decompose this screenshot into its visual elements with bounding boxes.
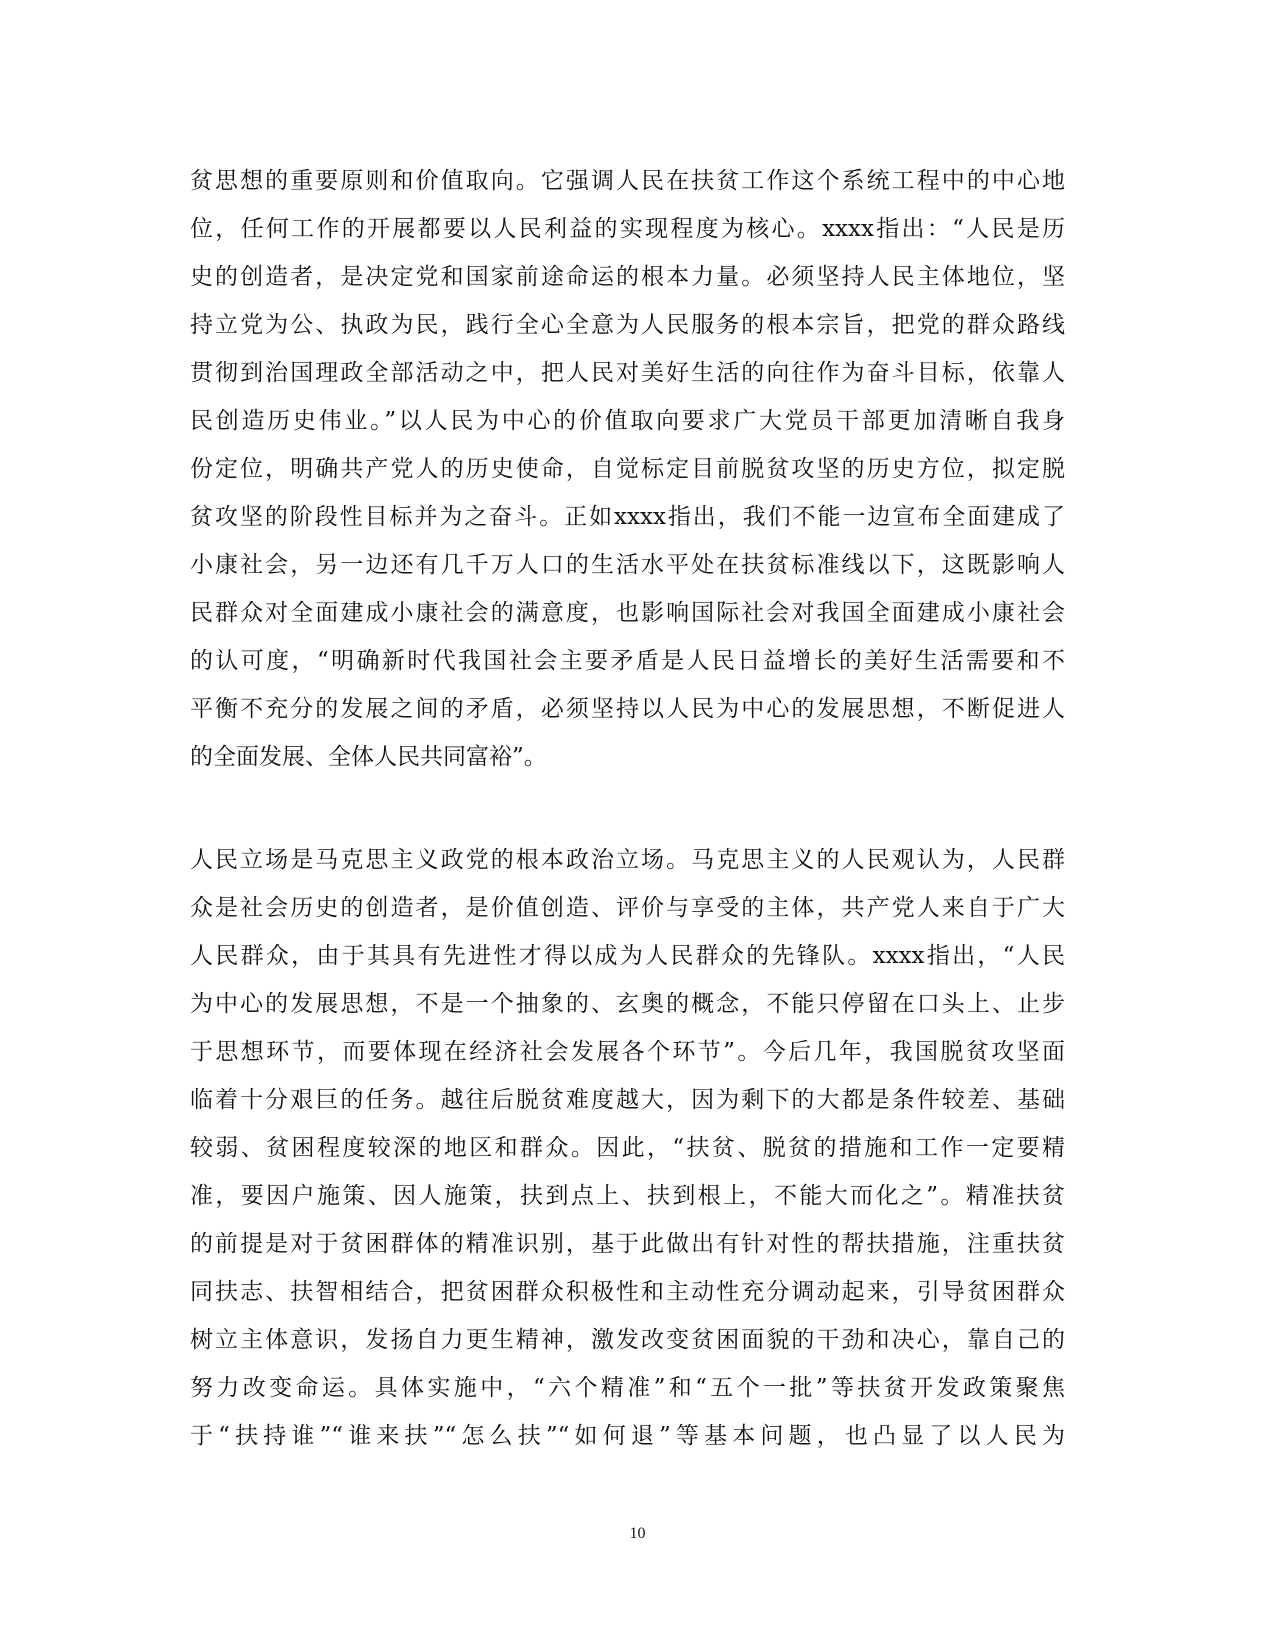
page-number: 10 <box>629 1525 646 1542</box>
paragraph-line: 民群众对全面建成小康社会的满意度，也影响国际社会对我国全面建成小康社会 <box>190 600 1065 626</box>
paragraph-line: 为中心的发展思想，不是一个抽象的、玄奥的概念，不能只停留在口头上、止步 <box>190 991 1065 1017</box>
paragraph-line: 人民群众，由于其具有先进性才得以成为人民群众的先锋队。xxxx指出，“人民 <box>190 943 1065 969</box>
paragraph-line: 同扶志、扶智相结合，把贫困群众积极性和主动性充分调动起来，引导贫困群众 <box>190 1279 1065 1305</box>
paragraph-line: 准，要因户施策、因人施策，扶到点上、扶到根上，不能大而化之”。精准扶贫 <box>190 1183 1065 1209</box>
paragraph-line: 持立党为公、执政为民，践行全心全意为人民服务的根本宗旨，把党的群众路线 <box>190 312 1065 338</box>
paragraph-line: 民创造历史伟业。”以人民为中心的价值取向要求广大党员干部更加清晰自我身 <box>190 408 1065 434</box>
paragraph-line: 史的创造者，是决定党和国家前途命运的根本力量。必须坚持人民主体地位，坚 <box>190 264 1065 290</box>
paragraph-line: 位，任何工作的开展都要以人民利益的实现程度为核心。xxxx指出：“人民是历 <box>190 216 1065 242</box>
paragraph-line: 树立主体意识，发扬自力更生精神，激发改变贫困面貌的干劲和决心，靠自己的 <box>190 1327 1065 1353</box>
paragraph-line: 较弱、贫困程度较深的地区和群众。因此，“扶贫、脱贫的措施和工作一定要精 <box>190 1135 1065 1161</box>
paragraph-line: 的全面发展、全体人民共同富裕”。 <box>190 744 547 770</box>
paragraph-line: 贫思想的重要原则和价值取向。它强调人民在扶贫工作这个系统工程中的中心地 <box>190 168 1065 194</box>
paragraph-2 <box>190 836 1065 1460</box>
paragraph-line: 于“扶持谁”“谁来扶”“怎么扶”“如何退”等基本问题，也凸显了以人民为 <box>190 1423 1065 1449</box>
paragraph-line: 人民立场是马克思主义政党的根本政治立场。马克思主义的人民观认为，人民群 <box>190 847 1065 873</box>
paragraph-line: 贯彻到治国理政全部活动之中，把人民对美好生活的向往作为奋斗目标，依靠人 <box>190 360 1065 386</box>
paragraph-line: 平衡不充分的发展之间的矛盾，必须坚持以人民为中心的发展思想，不断促进人 <box>190 696 1065 722</box>
paragraph-line: 小康社会，另一边还有几千万人口的生活水平处在扶贫标准线以下，这既影响人 <box>190 552 1065 578</box>
paragraph-line: 于思想环节，而要体现在经济社会发展各个环节”。今后几年，我国脱贫攻坚面 <box>190 1039 1065 1065</box>
paragraph-1 <box>190 157 1065 781</box>
paragraph-line: 临着十分艰巨的任务。越往后脱贫难度越大，因为剩下的大都是条件较差、基础 <box>190 1087 1065 1113</box>
paragraph-line: 的认可度，“明确新时代我国社会主要矛盾是人民日益增长的美好生活需要和不 <box>190 648 1065 674</box>
paragraph-line: 努力改变命运。具体实施中，“六个精准”和“五个一批”等扶贫开发政策聚焦 <box>190 1375 1065 1401</box>
paragraph-line: 众是社会历史的创造者，是价值创造、评价与享受的主体，共产党人来自于广大 <box>190 895 1065 921</box>
paragraph-line: 的前提是对于贫困群体的精准识别，基于此做出有针对性的帮扶措施，注重扶贫 <box>190 1231 1065 1257</box>
paragraph-line: 份定位，明确共产党人的历史使命，自觉标定目前脱贫攻坚的历史方位，拟定脱 <box>190 456 1065 482</box>
paragraph-line: 贫攻坚的阶段性目标并为之奋斗。正如xxxx指出，我们不能一边宣布全面建成了 <box>190 504 1065 530</box>
